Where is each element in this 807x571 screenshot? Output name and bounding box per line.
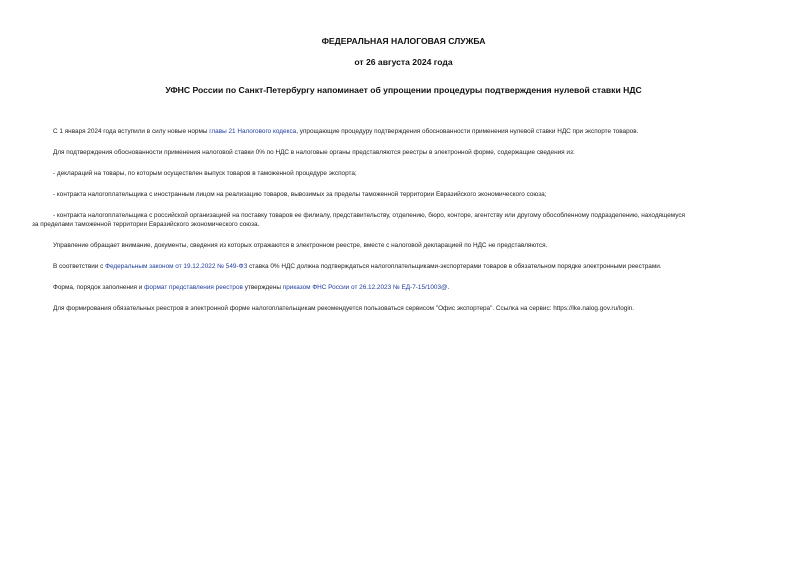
paragraph-1: С 1 января 2024 года вступили в силу новые нормы главы 21 Налогового кодекса, упрощающие процедуру подтверждения обоснованности применения нулевой ставки НДС при экспорте товаров.: [53, 128, 639, 135]
paragraph-3: - деклараций на товары, по которым осуществлен выпуск товаров в таможенной процедуре экспорта;: [53, 170, 357, 177]
paragraph-9: Для формирования обязательных реестров в электронной форме налогоплательщикам рекомендуется пользоваться сервисом "Офис экспортера". Ссылка на сервис: https://lke.nalog.gov.ru/login.: [53, 305, 635, 312]
paragraph-5: - контракта налогоплательщика с российской организацией на поставку товаров ее филиалу, представительству, отделению, бюро, конторе, агентству или другому обособленному подразделению, находящемуся за пределами таможенной территории Евразийского экономического союза.: [32, 212, 685, 228]
document-title: УФНС России по Санкт-Петербургу напоминает об упрощении процедуры подтверждения нулевой ставки НДС: [165, 85, 642, 95]
paragraph-2: Для подтверждения обоснованности применения налоговой ставки 0% по НДС в налоговые органы представляются реестры в электронной форме, содержащие сведения из:: [53, 149, 575, 156]
paragraph-4: - контракта налогоплательщика с иностранным лицом на реализацию товаров, вывозимых за пределы таможенной территории Евразийского экономического союза;: [53, 191, 547, 198]
tax-code-chapter-link[interactable]: главы 21 Налогового кодекса: [209, 128, 297, 135]
federal-law-link[interactable]: Федеральным законом от 19.12.2022 № 549-ФЗ: [105, 263, 248, 270]
paragraph-8: Форма, порядок заполнения и формат представления реестров утверждены приказом ФНС России от 26.12.2023 № ЕД-7-15/1003@.: [53, 284, 450, 291]
agency-heading: ФЕДЕРАЛЬНАЯ НАЛОГОВАЯ СЛУЖБА: [321, 36, 486, 46]
registry-format-link[interactable]: формат представления реестров: [144, 284, 243, 291]
date-heading: от 26 августа 2024 года: [354, 57, 453, 67]
paragraph-7: В соответствии с Федеральным законом от 19.12.2022 № 549-ФЗ ставка 0% НДС должна подтверждаться налогоплательщиками-экспортерами товаров в обязательном порядке электронными реестрами.: [53, 263, 662, 270]
fns-order-link[interactable]: приказом ФНС России от 26.12.2023 № ЕД-7-15/1003@: [282, 284, 448, 291]
paragraph-6: Управление обращает внимание, документы, сведения из которых отражаются в электронном реестре, вместе с налоговой декларацией по НДС не представляются.: [53, 242, 548, 249]
